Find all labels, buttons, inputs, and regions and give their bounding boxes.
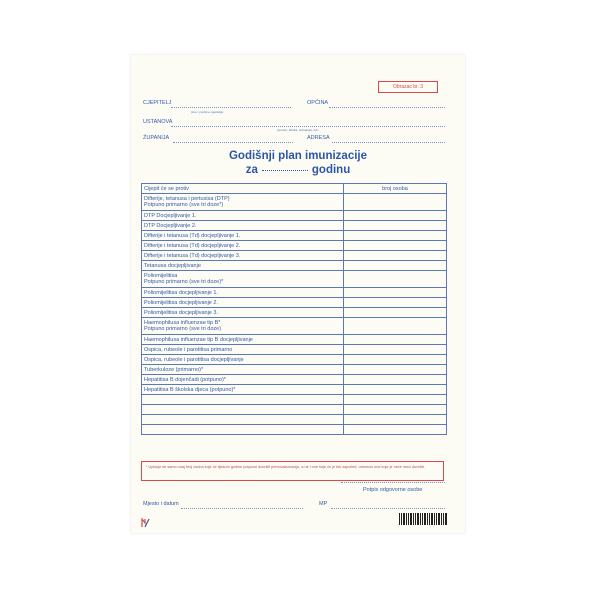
- form-number: Obrazac br. 3: [378, 81, 438, 93]
- table-row: [142, 405, 447, 415]
- mp-label: MP: [319, 501, 328, 507]
- footnote-box: * Upisuje se samo onaj broj osoba koje će tijekom godine potpuno dovršiti primovakcinaciju, a ne i one koje će je tek započeti, odnosno one koje je neće moći dovršiti.: [141, 461, 444, 481]
- table-row: [142, 375, 447, 385]
- vaccine-label: Tetanusa docjepljivanje: [144, 262, 201, 269]
- adresa-label: ADRESA: [307, 135, 330, 141]
- zupanija-field[interactable]: [173, 142, 293, 143]
- vaccine-cell: [142, 375, 344, 385]
- signature-field[interactable]: [341, 482, 445, 483]
- table-row: [142, 194, 447, 211]
- count-cell[interactable]: [344, 251, 447, 261]
- form-title-year: [131, 164, 465, 176]
- vaccine-label: Potpuno primarno (sve tri doze)*: [144, 279, 224, 285]
- vaccine-cell: [142, 405, 344, 415]
- vaccine-cell: [142, 395, 344, 405]
- table-row: [142, 221, 447, 231]
- ustanova-hint: (prostor, klinika, ordinacija, itd.): [277, 128, 319, 132]
- table-row: [142, 425, 447, 435]
- count-cell[interactable]: [344, 345, 447, 355]
- table-row: [142, 345, 447, 355]
- table-row: [142, 318, 447, 335]
- vaccine-cell: [142, 261, 344, 271]
- cjepitelj-hint: (ime i prezime cjepitelja): [191, 110, 224, 114]
- count-cell[interactable]: [344, 241, 447, 251]
- vaccine-label: Hepatitisa B školska djeca (potpuno)*: [144, 386, 236, 393]
- vaccine-label: Ospica, rubeole i parotitisa primarno: [144, 346, 233, 353]
- vaccine-cell: [142, 221, 344, 231]
- vaccine-cell: [142, 194, 344, 211]
- vaccine-cell: [142, 415, 344, 425]
- ustanova-field[interactable]: [171, 126, 445, 127]
- table-row: [142, 335, 447, 345]
- count-cell[interactable]: [344, 211, 447, 221]
- vaccine-cell: [142, 345, 344, 355]
- count-cell[interactable]: [344, 194, 447, 211]
- form-sheet: [131, 55, 465, 533]
- mp-field[interactable]: [331, 508, 445, 509]
- vaccine-cell: [142, 365, 344, 375]
- vaccine-cell: [142, 211, 344, 221]
- vaccine-label: Poliomijelitisa docjepljivanje 1.: [144, 289, 218, 296]
- count-cell[interactable]: [344, 395, 447, 405]
- place-date-field[interactable]: [181, 508, 303, 509]
- count-cell[interactable]: [344, 288, 447, 298]
- ustanova-label: USTANOVA: [143, 119, 173, 125]
- count-cell[interactable]: [344, 355, 447, 365]
- table-row: [142, 415, 447, 425]
- count-cell[interactable]: [344, 231, 447, 241]
- table-row: [142, 251, 447, 261]
- table-row: [142, 308, 447, 318]
- vaccine-label: DTP Docjepljivanje 2.: [144, 222, 197, 229]
- table-row: [142, 288, 447, 298]
- header-vaccine: Cijepit će se protiv: [142, 184, 344, 194]
- vaccine-label: DTP Docjepljivanje 1.: [144, 212, 197, 219]
- vaccine-cell: [142, 355, 344, 365]
- adresa-field[interactable]: [332, 142, 445, 143]
- vaccine-label: Potpuno primarno (sve tri doze): [144, 326, 222, 332]
- signature-label: Potpis odgovorne osobe: [363, 487, 423, 493]
- vaccine-label: Haemophilusa influenzae tip B docjepljivanje: [144, 336, 253, 343]
- count-cell[interactable]: [344, 375, 447, 385]
- title-za: za: [245, 164, 258, 176]
- count-cell[interactable]: [344, 308, 447, 318]
- vaccine-label: Difterije i tetanusa (Td) docjepljivanje 2.: [144, 242, 241, 249]
- vaccine-label: Difterije i tetanusa (Td) docjepljivanje 3.: [144, 252, 241, 259]
- table-row: [142, 355, 447, 365]
- count-cell[interactable]: [344, 335, 447, 345]
- header-count: broj osoba: [344, 184, 447, 194]
- vaccine-label: Ospica, rubeole i parotitisa docjepljivanje: [144, 356, 244, 363]
- table-row: [142, 241, 447, 251]
- count-cell[interactable]: [344, 221, 447, 231]
- opcina-label: OPĆINA: [307, 100, 329, 106]
- table-header-row: [142, 184, 447, 194]
- vaccine-cell: [142, 318, 344, 335]
- vaccine-cell: [142, 385, 344, 395]
- vaccine-label: Poliomijelitisa docjepljivanje 2.: [144, 299, 218, 306]
- vaccine-cell: [142, 251, 344, 261]
- count-cell[interactable]: [344, 425, 447, 435]
- cjepitelj-field[interactable]: [171, 107, 291, 108]
- table-row: [142, 231, 447, 241]
- table-row: [142, 298, 447, 308]
- count-cell[interactable]: [344, 318, 447, 335]
- count-cell[interactable]: [344, 261, 447, 271]
- vaccine-cell: [142, 425, 344, 435]
- vaccine-label: Poliomijelitisa: [144, 273, 178, 279]
- opcina-field[interactable]: [329, 107, 445, 108]
- table-row: [142, 395, 447, 405]
- count-cell[interactable]: [344, 405, 447, 415]
- form-title: Godišnji plan imunizacije: [228, 150, 368, 162]
- vaccine-label: Tuberkuloze (primarno)*: [144, 366, 204, 373]
- year-field[interactable]: [262, 169, 308, 171]
- title-godinu: godinu: [311, 164, 351, 176]
- vaccine-cell: [142, 288, 344, 298]
- cjepitelj-label: CJEPITELJ: [143, 100, 172, 106]
- vaccine-cell: [142, 241, 344, 251]
- vaccine-label: Poliomijelitisa docjepljivanje 3.: [144, 309, 218, 316]
- table-row: [142, 211, 447, 221]
- place-date-label: Mjesto i datum: [143, 501, 179, 507]
- count-cell[interactable]: [344, 415, 447, 425]
- vaccination-plan-table: [141, 183, 447, 435]
- vaccine-cell: [142, 335, 344, 345]
- table-row: [142, 385, 447, 395]
- vaccine-cell: [142, 271, 344, 288]
- vaccine-label: Difterije i tetanusa (Td) docjepljivanje 1.: [144, 232, 241, 239]
- barcode-icon: [399, 513, 447, 525]
- table-row: [142, 365, 447, 375]
- count-cell[interactable]: [344, 365, 447, 375]
- vaccine-label: Potpuno primarno (sve tri doze*): [144, 202, 224, 208]
- vaccine-label: Haemophilusa influenzae tip B*: [144, 320, 221, 326]
- table-row: [142, 271, 447, 288]
- count-cell[interactable]: [344, 385, 447, 395]
- zupanija-label: ŽUPANIJA: [143, 135, 170, 141]
- table-row: [142, 261, 447, 271]
- publisher-logo-icon: [141, 518, 150, 528]
- count-cell[interactable]: [344, 271, 447, 288]
- vaccine-label: Difterije, tetanusa i pertusisa (DTP): [144, 196, 230, 202]
- vaccine-label: Hepatitisa B dojenčadi (potpuno)*: [144, 376, 226, 383]
- vaccine-cell: [142, 308, 344, 318]
- vaccine-cell: [142, 298, 344, 308]
- count-cell[interactable]: [344, 298, 447, 308]
- vaccine-cell: [142, 231, 344, 241]
